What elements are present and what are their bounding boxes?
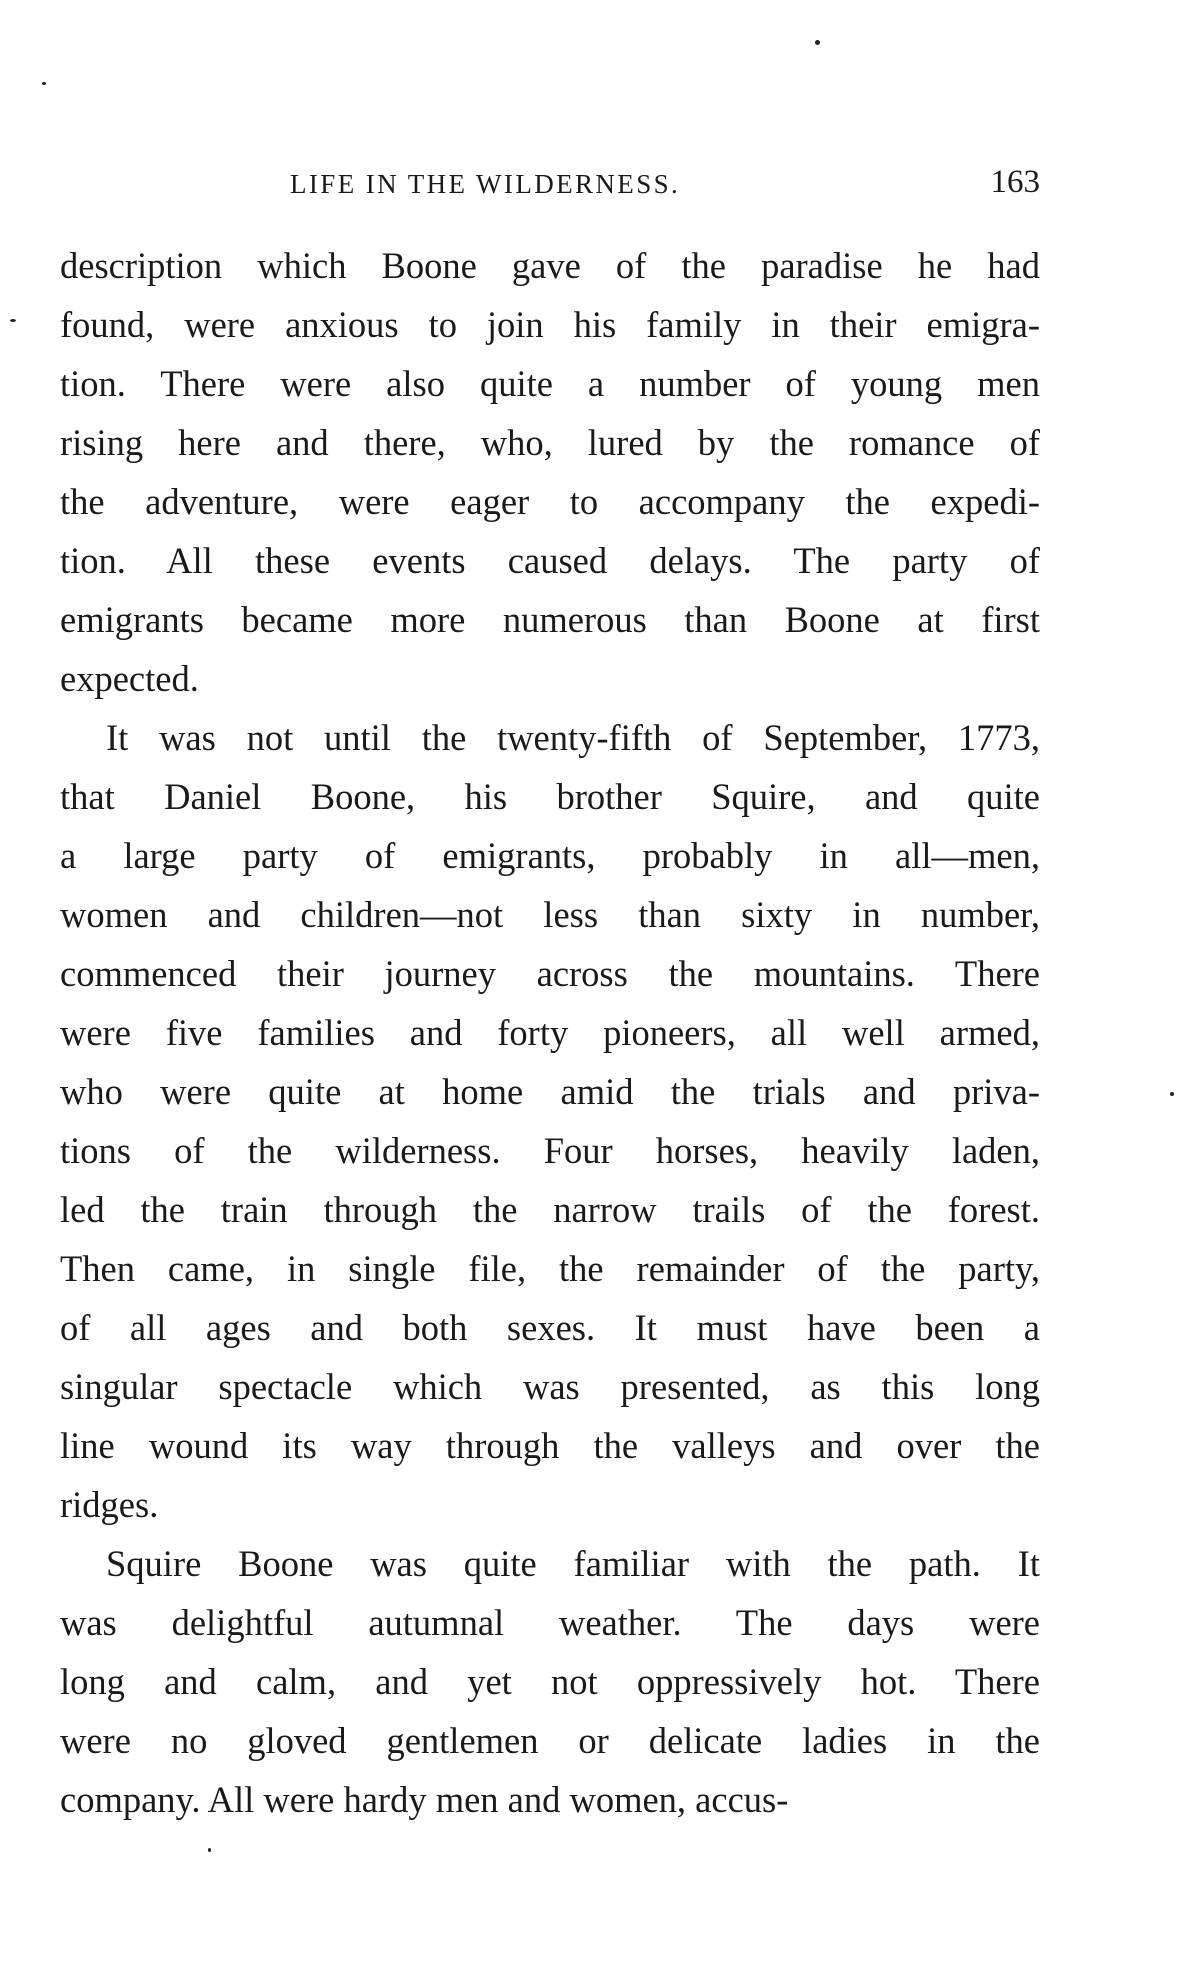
text-line: emigrants became more numerous than Boone at first — [60, 599, 1040, 640]
text-line: tions of the wilderness. Four horses, heavily laden, — [60, 1130, 1040, 1171]
text-line: tion. All these events caused delays. The party of — [60, 540, 1040, 581]
paragraph — [60, 708, 1040, 1534]
ink-speck — [42, 82, 46, 85]
page-number: 163 — [990, 164, 1040, 200]
text-line: rising here and there, who, lured by the romance of — [60, 422, 1040, 463]
text-line: line wound its way through the valleys and over the — [60, 1425, 1040, 1466]
body-text — [60, 236, 1040, 1829]
text-line: company. All were hardy men and women, accus- — [60, 1779, 789, 1820]
text-line: led the train through the narrow trails of the forest. — [60, 1189, 1040, 1230]
ink-speck — [1170, 1092, 1174, 1096]
text-line: commenced their journey across the mountains. There — [60, 953, 1040, 994]
ink-speck — [10, 319, 16, 322]
text-line: tion. There were also quite a number of young men — [60, 363, 1040, 404]
text-line: expected. — [60, 658, 199, 699]
text-line: that Daniel Boone, his brother Squire, and quite — [60, 776, 1040, 817]
text-line: were no gloved gentlemen or delicate ladies in the — [60, 1720, 1040, 1761]
text-line: were five families and forty pioneers, all well armed, — [60, 1012, 1040, 1053]
text-line: the adventure, were eager to accompany the expedi- — [60, 481, 1040, 522]
ink-speck — [208, 1848, 211, 1852]
text-line: description which Boone gave of the paradise he had — [60, 245, 1040, 286]
text-line: of all ages and both sexes. It must have been a — [60, 1307, 1040, 1348]
running-header — [60, 164, 1040, 204]
text-line: was delightful autumnal weather. The days were — [60, 1602, 1040, 1643]
text-line: long and calm, and yet not oppressively hot. There — [60, 1661, 1040, 1702]
text-line: singular spectacle which was presented, as this long — [60, 1366, 1040, 1407]
paragraph — [60, 236, 1040, 708]
text-line: Squire Boone was quite familiar with the path. It — [106, 1543, 1040, 1584]
running-title: LIFE IN THE WILDERNESS. — [290, 169, 681, 199]
text-line: ridges. — [60, 1484, 159, 1525]
ink-speck — [815, 40, 820, 45]
text-line: Then came, in single file, the remainder of the party, — [60, 1248, 1040, 1289]
text-line: women and children—not less than sixty in number, — [60, 894, 1040, 935]
text-line: It was not until the twenty-fifth of September, 1773, — [106, 717, 1040, 758]
text-line: a large party of emigrants, probably in all—men, — [60, 835, 1040, 876]
text-line: found, were anxious to join his family in their emigra- — [60, 304, 1040, 345]
text-line: who were quite at home amid the trials and priva- — [60, 1071, 1040, 1112]
paragraph — [60, 1534, 1040, 1829]
